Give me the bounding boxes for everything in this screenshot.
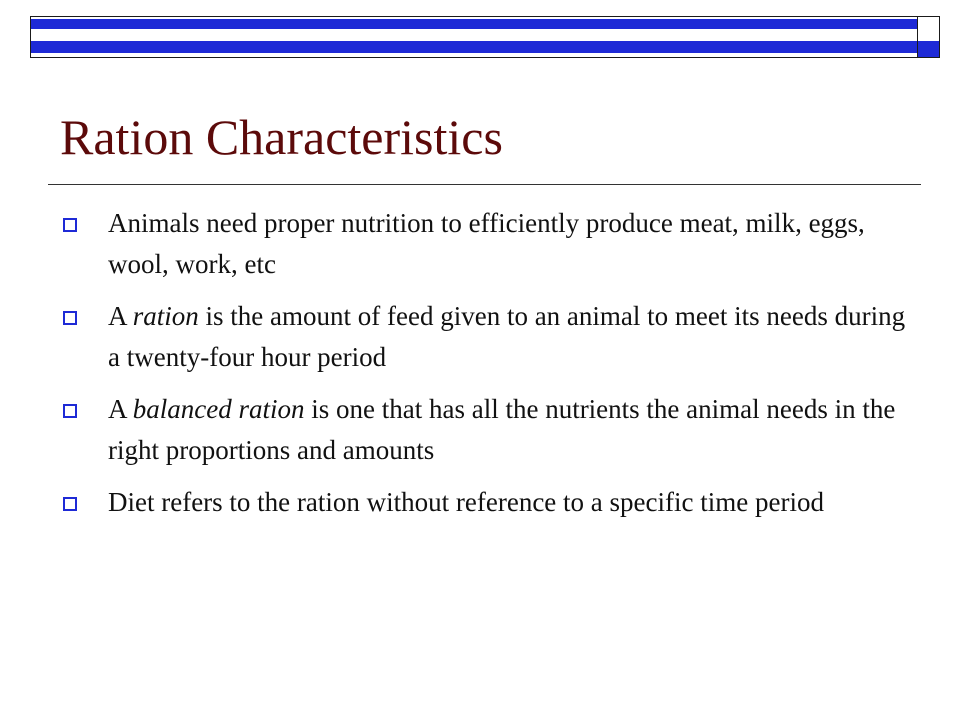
bullet-segment: Diet refers to the ration without reference to a specific time period xyxy=(108,487,824,517)
slide-title: Ration Characteristics xyxy=(60,109,503,165)
bullet-segment: is one that has all the nutrients the animal needs in the right proportions and amounts xyxy=(108,394,896,465)
bullet-segment: A xyxy=(108,394,133,424)
header-end-block-fill xyxy=(918,41,939,57)
bullet-item xyxy=(60,389,920,471)
bullet-item xyxy=(60,482,920,523)
hollow-square-icon xyxy=(63,218,77,232)
bullet-term-italic: ration xyxy=(132,301,199,331)
hollow-square-icon xyxy=(63,497,77,511)
header-blue-stripe-top xyxy=(31,19,917,29)
bullet-item xyxy=(60,296,920,378)
title-divider xyxy=(48,184,921,185)
hollow-square-icon xyxy=(63,311,77,325)
header-blue-stripe-bottom xyxy=(31,41,917,53)
bullet-text xyxy=(108,487,824,517)
bullet-text xyxy=(108,394,895,465)
hollow-square-icon xyxy=(63,404,77,418)
bullet-text xyxy=(108,208,865,279)
bullet-list xyxy=(60,203,920,534)
bullet-segment: Animals need proper nutrition to efficiently produce meat, milk, eggs, wool, work, etc xyxy=(108,208,865,279)
bullet-segment: is the amount of feed given to an animal to meet its needs during a twenty-four hour period xyxy=(108,301,906,372)
bullet-item xyxy=(60,203,920,285)
bullet-term-italic: balanced ration xyxy=(132,394,305,424)
bullet-text xyxy=(108,301,905,372)
header-decorative-bar xyxy=(30,16,940,58)
bullet-segment: A xyxy=(108,301,133,331)
header-end-block xyxy=(917,17,939,57)
